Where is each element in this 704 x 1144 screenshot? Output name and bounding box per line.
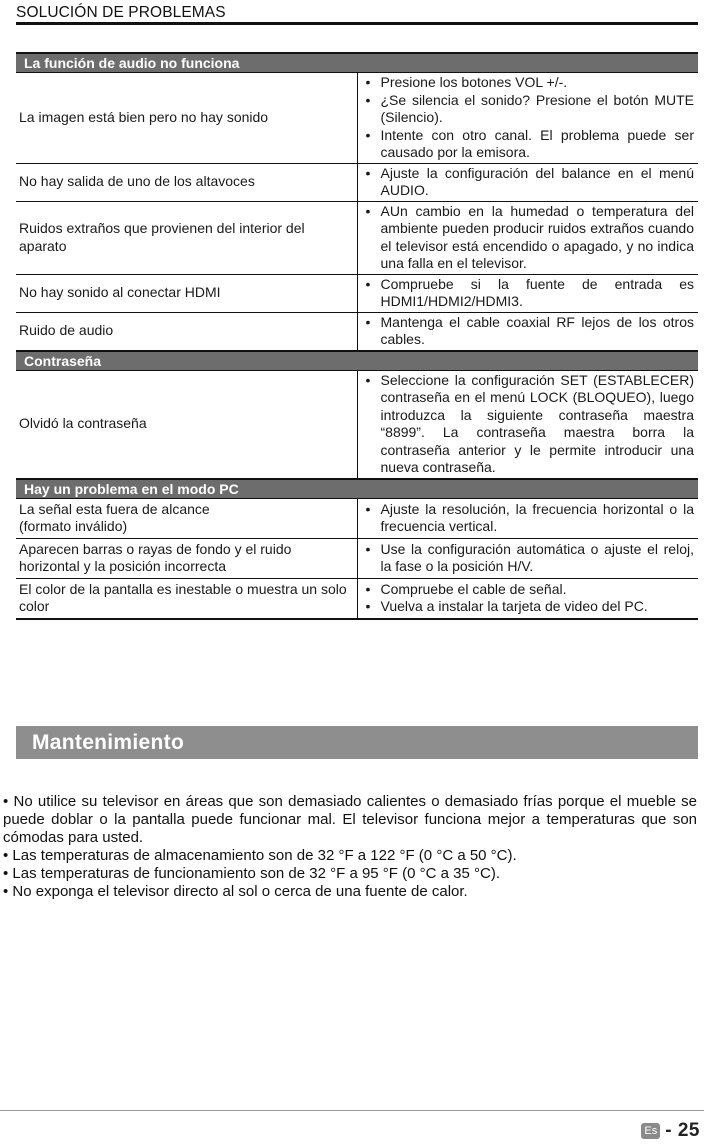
solution-cell: [357, 370, 698, 479]
solution-cell: [357, 163, 698, 201]
maintenance-heading-bar: [16, 726, 698, 759]
solution-list: [366, 203, 695, 273]
page-number: [641, 1120, 700, 1142]
table-row: [16, 201, 698, 274]
solution-item: • AUn cambio en la humedad o temperatura del ambiente pueden producir ruidos extraños cuando el televisor está encendido o apagado, y no indica una falla en el televisor.: [366, 203, 695, 273]
solution-list: [366, 372, 695, 477]
solution-item: • Ajuste la resolución, la frecuencia horizontal o la frecuencia vertical.: [366, 501, 695, 536]
section-title: Hay un problema en el modo PC: [24, 480, 239, 497]
solution-item: • Mantenga el cable coaxial RF lejos de los otros cables.: [366, 314, 695, 349]
solution-item: • Compruebe si la fuente de entrada es HDMI1/HDMI2/HDMI3.: [366, 276, 695, 311]
section-header: [16, 479, 698, 499]
solution-item: • Compruebe el cable de señal.: [366, 581, 695, 599]
problem-cell: [16, 312, 357, 351]
table-row: [16, 538, 698, 578]
problem-text: Ruido de audio: [19, 322, 114, 339]
problem-cell: [16, 538, 357, 578]
language-badge: Es: [641, 1123, 660, 1139]
maintenance-body: [3, 793, 697, 901]
problem-text: Olvidó la contraseña: [19, 415, 147, 432]
solution-cell: [357, 274, 698, 312]
section-title: Contraseña: [24, 352, 102, 369]
section-header-row: [16, 53, 698, 73]
solution-cell: [357, 538, 698, 578]
problem-cell: [16, 274, 357, 312]
problem-cell: [16, 73, 357, 164]
table-row: [16, 578, 698, 619]
problem-cell: [16, 498, 357, 538]
problem-cell: [16, 370, 357, 479]
solution-item: • ¿Se silencia el sonido? Presione el botón MUTE (Silencio).: [366, 92, 695, 127]
problem-text: No hay sonido al conectar HDMI: [19, 284, 221, 301]
problem-text: Aparecen barras o rayas de fondo y el ruido horizontal y la posición incorrecta: [19, 540, 292, 574]
footer-rule: [0, 1110, 704, 1111]
problem-cell: [16, 163, 357, 201]
solution-item: • Seleccione la configuración SET (ESTABLECER) contraseña en el menú LOCK (BLOQUEO), luego introduzca la siguiente contraseña maestra “8899”. La contraseña maestra borra la contraseña anterior y le permite introducir una nueva contraseña.: [366, 372, 695, 477]
solution-list: [366, 541, 695, 576]
section-header: [16, 351, 698, 371]
solution-cell: [357, 73, 698, 164]
section-header-row: [16, 351, 698, 371]
troubleshooting-table: [16, 52, 698, 620]
solution-cell: [357, 498, 698, 538]
problem-text: La señal esta fuera de alcance (formato inválido): [19, 500, 210, 534]
solution-list: [366, 501, 695, 536]
problem-text: La imagen está bien pero no hay sonido: [19, 109, 269, 125]
solution-cell: [357, 312, 698, 351]
problem-cell: [16, 201, 357, 274]
table-row: [16, 73, 698, 164]
solution-list: [366, 165, 695, 200]
header-rule: [16, 22, 698, 25]
page-number-text: - 25: [665, 1120, 700, 1141]
maintenance-paragraph: • Las temperaturas de funcionamiento son de 32 °F a 95 °F (0 °C a 35 °C).: [3, 865, 500, 882]
table-row: [16, 163, 698, 201]
maintenance-paragraph: • No exponga el televisor directo al sol o cerca de una fuente de calor.: [3, 883, 468, 900]
troubleshooting-table-body: [16, 53, 698, 619]
solution-list: [366, 581, 695, 616]
section-header: [16, 53, 698, 73]
problem-text: Ruidos extraños que provienen del interior del aparato: [19, 220, 305, 254]
table-row: [16, 498, 698, 538]
section-title: La función de audio no funciona: [24, 55, 240, 71]
solution-item: • Intente con otro canal. El problema puede ser causado por la emisora.: [366, 127, 695, 162]
problem-text: El color de la pantalla es inestable o muestra un solo color: [19, 580, 347, 614]
table-row: [16, 370, 698, 479]
maintenance-paragraph: • Las temperaturas de almacenamiento son de 32 °F a 122 °F (0 °C a 50 °C).: [3, 847, 517, 864]
solution-list: [366, 314, 695, 349]
page-header: SOLUCIÓN DE PROBLEMAS: [16, 4, 226, 21]
solution-list: [366, 74, 695, 162]
solution-list: [366, 276, 695, 311]
solution-cell: [357, 578, 698, 619]
solution-item: • Presione los botones VOL +/-.: [366, 74, 695, 92]
table-row: [16, 312, 698, 351]
problem-text: No hay salida de uno de los altavoces: [19, 173, 255, 190]
section-header-row: [16, 479, 698, 499]
solution-item: • Ajuste la configuración del balance en el menú AUDIO.: [366, 165, 695, 200]
maintenance-title: Mantenimiento: [32, 731, 185, 754]
maintenance-paragraph: • No utilice su televisor en áreas que son demasiado calientes o demasiado frías porque el mueble se puede doblar o la pantalla puede funcionar mal. El televisor funciona mejor a temperaturas que son cómodas para usted.: [3, 793, 697, 846]
solution-cell: [357, 201, 698, 274]
problem-cell: [16, 578, 357, 619]
solution-item: • Use la configuración automática o ajuste el reloj, la fase o la posición H/V.: [366, 541, 695, 576]
solution-item: • Vuelva a instalar la tarjeta de video del PC.: [366, 598, 695, 616]
table-row: [16, 274, 698, 312]
